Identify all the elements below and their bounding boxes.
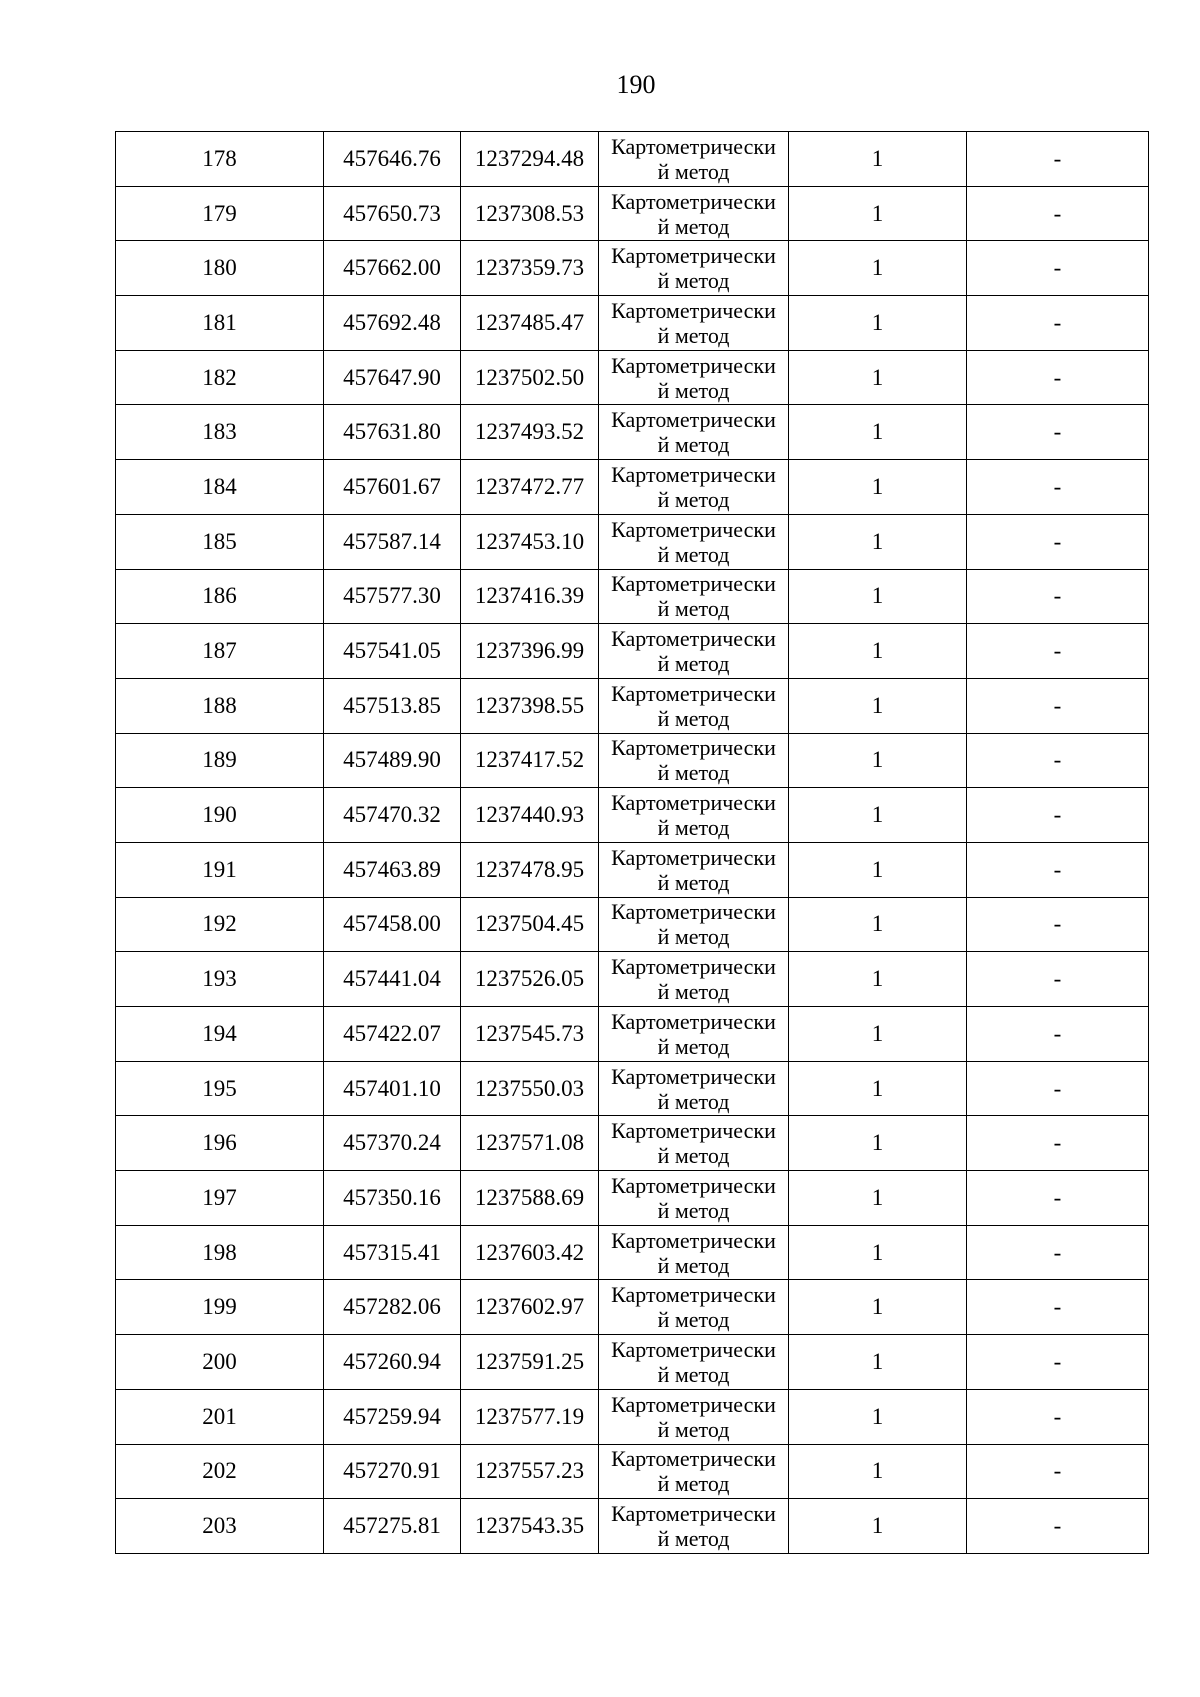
x-coordinate-cell: 457577.30: [324, 569, 461, 624]
accuracy-cell: 1: [789, 569, 967, 624]
method-line-1: Картометрически: [611, 571, 776, 597]
accuracy-cell: 1: [789, 733, 967, 788]
method-line-1: Картометрически: [611, 735, 776, 761]
accuracy-cell: 1: [789, 1335, 967, 1390]
accuracy-cell: 1: [789, 132, 967, 187]
method-line-1: Картометрически: [611, 188, 776, 214]
table-row: [116, 514, 1149, 569]
accuracy-cell: 1: [789, 350, 967, 405]
table-row: [116, 1061, 1149, 1116]
method-line-1: Картометрически: [611, 461, 776, 487]
method-line-1: Картометрически: [611, 297, 776, 323]
method-line-1: Картометрически: [611, 790, 776, 816]
note-cell: -: [967, 1335, 1149, 1390]
method-line-1: Картометрически: [611, 1391, 776, 1417]
accuracy-cell: 1: [789, 1007, 967, 1062]
method-line-2: й метод: [657, 268, 730, 294]
y-coordinate-cell: 1237571.08: [461, 1116, 599, 1171]
table-row: [116, 624, 1149, 679]
note-cell: -: [967, 460, 1149, 515]
point-number-cell: 182: [116, 350, 324, 405]
x-coordinate-cell: 457631.80: [324, 405, 461, 460]
note-cell: -: [967, 624, 1149, 679]
method-cell: [599, 569, 789, 624]
note-cell: -: [967, 241, 1149, 296]
x-coordinate-cell: 457587.14: [324, 514, 461, 569]
note-cell: -: [967, 733, 1149, 788]
accuracy-cell: 1: [789, 1280, 967, 1335]
point-number-cell: 200: [116, 1335, 324, 1390]
coordinates-table: [115, 131, 1149, 1554]
note-cell: -: [967, 897, 1149, 952]
method-line-1: Картометрически: [611, 243, 776, 269]
table-row: [116, 842, 1149, 897]
method-line-2: й метод: [657, 158, 730, 184]
method-line-1: Картометрически: [611, 1446, 776, 1472]
method-cell: [599, 1444, 789, 1499]
accuracy-cell: 1: [789, 186, 967, 241]
method-line-2: й метод: [657, 1307, 730, 1333]
table-row: [116, 405, 1149, 460]
y-coordinate-cell: 1237485.47: [461, 296, 599, 351]
method-line-2: й метод: [657, 869, 730, 895]
y-coordinate-cell: 1237526.05: [461, 952, 599, 1007]
x-coordinate-cell: 457260.94: [324, 1335, 461, 1390]
method-cell: [599, 186, 789, 241]
x-coordinate-cell: 457275.81: [324, 1499, 461, 1554]
method-cell: [599, 405, 789, 460]
y-coordinate-cell: 1237550.03: [461, 1061, 599, 1116]
method-line-1: Картометрически: [611, 407, 776, 433]
note-cell: -: [967, 1171, 1149, 1226]
y-coordinate-cell: 1237603.42: [461, 1225, 599, 1280]
y-coordinate-cell: 1237504.45: [461, 897, 599, 952]
method-line-1: Картометрически: [611, 899, 776, 925]
method-line-2: й метод: [657, 213, 730, 239]
note-cell: -: [967, 1389, 1149, 1444]
table-row: [116, 1007, 1149, 1062]
point-number-cell: 186: [116, 569, 324, 624]
method-line-2: й метод: [657, 1361, 730, 1387]
x-coordinate-cell: 457513.85: [324, 678, 461, 733]
point-number-cell: 181: [116, 296, 324, 351]
x-coordinate-cell: 457401.10: [324, 1061, 461, 1116]
table-row: [116, 678, 1149, 733]
method-line-1: Картометрически: [611, 626, 776, 652]
coordinates-table-body: [116, 132, 1149, 1554]
y-coordinate-cell: 1237588.69: [461, 1171, 599, 1226]
point-number-cell: 187: [116, 624, 324, 679]
x-coordinate-cell: 457647.90: [324, 350, 461, 405]
accuracy-cell: 1: [789, 678, 967, 733]
x-coordinate-cell: 457470.32: [324, 788, 461, 843]
table-row: [116, 788, 1149, 843]
accuracy-cell: 1: [789, 1116, 967, 1171]
x-coordinate-cell: 457441.04: [324, 952, 461, 1007]
x-coordinate-cell: 457489.90: [324, 733, 461, 788]
method-cell: [599, 1389, 789, 1444]
method-line-1: Картометрически: [611, 516, 776, 542]
note-cell: -: [967, 842, 1149, 897]
method-line-2: й метод: [657, 432, 730, 458]
y-coordinate-cell: 1237294.48: [461, 132, 599, 187]
method-line-2: й метод: [657, 1033, 730, 1059]
point-number-cell: 189: [116, 733, 324, 788]
note-cell: -: [967, 1061, 1149, 1116]
method-cell: [599, 1335, 789, 1390]
note-cell: -: [967, 1225, 1149, 1280]
method-line-2: й метод: [657, 705, 730, 731]
point-number-cell: 193: [116, 952, 324, 1007]
x-coordinate-cell: 457259.94: [324, 1389, 461, 1444]
y-coordinate-cell: 1237602.97: [461, 1280, 599, 1335]
method-line-1: Картометрически: [611, 1063, 776, 1089]
method-line-2: й метод: [657, 377, 730, 403]
accuracy-cell: 1: [789, 460, 967, 515]
table-row: [116, 241, 1149, 296]
accuracy-cell: 1: [789, 952, 967, 1007]
y-coordinate-cell: 1237502.50: [461, 350, 599, 405]
note-cell: -: [967, 569, 1149, 624]
y-coordinate-cell: 1237545.73: [461, 1007, 599, 1062]
method-cell: [599, 733, 789, 788]
point-number-cell: 201: [116, 1389, 324, 1444]
accuracy-cell: 1: [789, 1499, 967, 1554]
method-line-2: й метод: [657, 1252, 730, 1278]
method-line-2: й метод: [657, 322, 730, 348]
table-row: [116, 132, 1149, 187]
x-coordinate-cell: 457350.16: [324, 1171, 461, 1226]
point-number-cell: 188: [116, 678, 324, 733]
point-number-cell: 178: [116, 132, 324, 187]
method-line-1: Картометрически: [611, 680, 776, 706]
method-line-2: й метод: [657, 1143, 730, 1169]
method-line-2: й метод: [657, 924, 730, 950]
method-cell: [599, 624, 789, 679]
method-cell: [599, 897, 789, 952]
note-cell: -: [967, 350, 1149, 405]
note-cell: -: [967, 1280, 1149, 1335]
note-cell: -: [967, 788, 1149, 843]
point-number-cell: 196: [116, 1116, 324, 1171]
note-cell: -: [967, 405, 1149, 460]
method-line-2: й метод: [657, 596, 730, 622]
method-line-2: й метод: [657, 979, 730, 1005]
point-number-cell: 199: [116, 1280, 324, 1335]
y-coordinate-cell: 1237543.35: [461, 1499, 599, 1554]
y-coordinate-cell: 1237396.99: [461, 624, 599, 679]
point-number-cell: 185: [116, 514, 324, 569]
method-line-2: й метод: [657, 815, 730, 841]
y-coordinate-cell: 1237453.10: [461, 514, 599, 569]
method-line-1: Картометрически: [611, 1172, 776, 1198]
note-cell: -: [967, 1116, 1149, 1171]
table-row: [116, 952, 1149, 1007]
accuracy-cell: 1: [789, 1171, 967, 1226]
accuracy-cell: 1: [789, 897, 967, 952]
x-coordinate-cell: 457282.06: [324, 1280, 461, 1335]
table-row: [116, 1280, 1149, 1335]
y-coordinate-cell: 1237398.55: [461, 678, 599, 733]
x-coordinate-cell: 457422.07: [324, 1007, 461, 1062]
method-line-1: Картометрически: [611, 1336, 776, 1362]
method-line-2: й метод: [657, 1471, 730, 1497]
table-row: [116, 1225, 1149, 1280]
method-line-1: Картометрически: [611, 1501, 776, 1527]
method-cell: [599, 952, 789, 1007]
table-row: [116, 296, 1149, 351]
method-cell: [599, 514, 789, 569]
accuracy-cell: 1: [789, 405, 967, 460]
point-number-cell: 183: [116, 405, 324, 460]
method-cell: [599, 1280, 789, 1335]
method-line-1: Картометрически: [611, 954, 776, 980]
note-cell: -: [967, 132, 1149, 187]
method-cell: [599, 1499, 789, 1554]
point-number-cell: 202: [116, 1444, 324, 1499]
y-coordinate-cell: 1237359.73: [461, 241, 599, 296]
method-line-1: Картометрически: [611, 1227, 776, 1253]
page-number: 190: [616, 70, 656, 99]
method-cell: [599, 1061, 789, 1116]
method-line-1: Картометрически: [611, 1282, 776, 1308]
x-coordinate-cell: 457458.00: [324, 897, 461, 952]
x-coordinate-cell: 457315.41: [324, 1225, 461, 1280]
accuracy-cell: 1: [789, 624, 967, 679]
method-cell: [599, 678, 789, 733]
point-number-cell: 191: [116, 842, 324, 897]
table-row: [116, 1335, 1149, 1390]
point-number-cell: 179: [116, 186, 324, 241]
point-number-cell: 197: [116, 1171, 324, 1226]
table-row: [116, 733, 1149, 788]
table-row: [116, 186, 1149, 241]
point-number-cell: 184: [116, 460, 324, 515]
accuracy-cell: 1: [789, 1061, 967, 1116]
method-cell: [599, 296, 789, 351]
method-cell: [599, 788, 789, 843]
point-number-cell: 190: [116, 788, 324, 843]
method-line-1: Картометрически: [611, 1008, 776, 1034]
point-number-cell: 194: [116, 1007, 324, 1062]
x-coordinate-cell: 457541.05: [324, 624, 461, 679]
y-coordinate-cell: 1237557.23: [461, 1444, 599, 1499]
x-coordinate-cell: 457601.67: [324, 460, 461, 515]
table-row: [116, 897, 1149, 952]
table-row: [116, 1444, 1149, 1499]
table-row: [116, 1171, 1149, 1226]
method-cell: [599, 241, 789, 296]
y-coordinate-cell: 1237440.93: [461, 788, 599, 843]
y-coordinate-cell: 1237478.95: [461, 842, 599, 897]
method-cell: [599, 132, 789, 187]
y-coordinate-cell: 1237308.53: [461, 186, 599, 241]
point-number-cell: 180: [116, 241, 324, 296]
table-row: [116, 1499, 1149, 1554]
note-cell: -: [967, 296, 1149, 351]
point-number-cell: 198: [116, 1225, 324, 1280]
note-cell: -: [967, 1499, 1149, 1554]
accuracy-cell: 1: [789, 1389, 967, 1444]
x-coordinate-cell: 457270.91: [324, 1444, 461, 1499]
method-line-1: Картометрически: [611, 1118, 776, 1144]
method-line-2: й метод: [657, 1197, 730, 1223]
method-cell: [599, 842, 789, 897]
table-row: [116, 1389, 1149, 1444]
method-line-2: й метод: [657, 486, 730, 512]
method-cell: [599, 1116, 789, 1171]
note-cell: -: [967, 186, 1149, 241]
method-line-2: й метод: [657, 760, 730, 786]
table-row: [116, 460, 1149, 515]
note-cell: -: [967, 514, 1149, 569]
y-coordinate-cell: 1237493.52: [461, 405, 599, 460]
accuracy-cell: 1: [789, 1444, 967, 1499]
method-line-2: й метод: [657, 1416, 730, 1442]
note-cell: -: [967, 1444, 1149, 1499]
method-line-1: Картометрически: [611, 844, 776, 870]
table-row: [116, 569, 1149, 624]
point-number-cell: 203: [116, 1499, 324, 1554]
y-coordinate-cell: 1237591.25: [461, 1335, 599, 1390]
x-coordinate-cell: 457370.24: [324, 1116, 461, 1171]
accuracy-cell: 1: [789, 241, 967, 296]
note-cell: -: [967, 1007, 1149, 1062]
table-row: [116, 1116, 1149, 1171]
method-cell: [599, 460, 789, 515]
method-line-2: й метод: [657, 651, 730, 677]
accuracy-cell: 1: [789, 842, 967, 897]
method-line-1: Картометрически: [611, 133, 776, 159]
method-cell: [599, 1225, 789, 1280]
note-cell: -: [967, 952, 1149, 1007]
method-line-2: й метод: [657, 541, 730, 567]
point-number-cell: 192: [116, 897, 324, 952]
x-coordinate-cell: 457646.76: [324, 132, 461, 187]
method-cell: [599, 1007, 789, 1062]
method-line-1: Картометрически: [611, 352, 776, 378]
accuracy-cell: 1: [789, 296, 967, 351]
accuracy-cell: 1: [789, 514, 967, 569]
y-coordinate-cell: 1237577.19: [461, 1389, 599, 1444]
x-coordinate-cell: 457463.89: [324, 842, 461, 897]
x-coordinate-cell: 457692.48: [324, 296, 461, 351]
table-row: [116, 350, 1149, 405]
x-coordinate-cell: 457662.00: [324, 241, 461, 296]
point-number-cell: 195: [116, 1061, 324, 1116]
method-cell: [599, 350, 789, 405]
x-coordinate-cell: 457650.73: [324, 186, 461, 241]
method-line-2: й метод: [657, 1526, 730, 1552]
method-cell: [599, 1171, 789, 1226]
y-coordinate-cell: 1237417.52: [461, 733, 599, 788]
note-cell: -: [967, 678, 1149, 733]
accuracy-cell: 1: [789, 788, 967, 843]
y-coordinate-cell: 1237472.77: [461, 460, 599, 515]
method-line-2: й метод: [657, 1088, 730, 1114]
accuracy-cell: 1: [789, 1225, 967, 1280]
y-coordinate-cell: 1237416.39: [461, 569, 599, 624]
